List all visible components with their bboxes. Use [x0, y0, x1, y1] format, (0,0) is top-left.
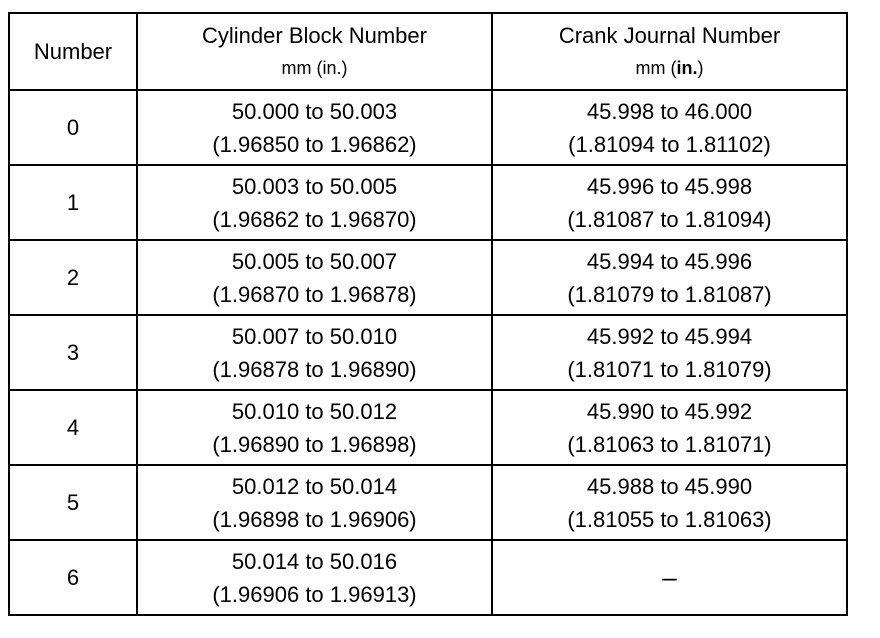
header-number-label: Number [33, 39, 113, 64]
crank-unit-bold: in. [676, 57, 698, 78]
header-crank-journal [492, 13, 847, 90]
cell-cylinder-block [137, 165, 492, 240]
table-row [9, 390, 847, 465]
crank-mm: 45.990 to 45.992 [586, 398, 753, 424]
block-in: (1.96850 to 1.96862) [212, 131, 417, 157]
cell-cylinder-block [137, 315, 492, 390]
block-mm: 50.005 to 50.007 [231, 248, 398, 274]
cell-crank-journal [492, 465, 847, 540]
header-cylinder-block-label: Cylinder Block Number [202, 22, 427, 48]
crank-in: (1.81079 to 1.81087) [567, 281, 772, 307]
cell-number: 5 [9, 465, 137, 540]
cell-crank-journal [492, 165, 847, 240]
crank-mm: 45.994 to 45.996 [586, 248, 753, 274]
cell-number: 3 [9, 315, 137, 390]
block-in: (1.96890 to 1.96898) [212, 431, 417, 457]
block-in: (1.96878 to 1.96890) [212, 356, 417, 382]
crank-unit-prefix: mm ( [635, 57, 677, 78]
crank-in: (1.81071 to 1.81079) [567, 356, 772, 382]
table-row [9, 90, 847, 165]
cell-crank-journal [492, 90, 847, 165]
cell-number: 2 [9, 240, 137, 315]
table-row [9, 465, 847, 540]
table-row [9, 315, 847, 390]
block-in: (1.96862 to 1.96870) [212, 206, 417, 232]
header-crank-journal-unit [493, 52, 846, 85]
cell-crank-journal [492, 240, 847, 315]
cell-number: 6 [9, 540, 137, 615]
block-in: (1.96898 to 1.96906) [212, 506, 417, 532]
cell-cylinder-block [137, 390, 492, 465]
block-mm: 50.014 to 50.016 [231, 548, 398, 574]
block-in: (1.96870 to 1.96878) [212, 281, 417, 307]
crank-mm: 45.998 to 46.000 [586, 98, 753, 124]
header-cylinder-block-unit: mm (in.) [281, 57, 348, 78]
table-row [9, 240, 847, 315]
crank-mm: – [662, 562, 677, 592]
crank-mm: 45.996 to 45.998 [586, 173, 753, 199]
block-mm: 50.007 to 50.010 [231, 323, 398, 349]
cell-number: 4 [9, 390, 137, 465]
block-mm: 50.012 to 50.014 [231, 473, 398, 499]
crank-in: (1.81094 to 1.81102) [568, 131, 771, 157]
cell-cylinder-block [137, 240, 492, 315]
bearing-spec-table [8, 12, 848, 616]
header-crank-journal-label: Crank Journal Number [558, 22, 781, 48]
cell-cylinder-block [137, 90, 492, 165]
cell-cylinder-block [137, 465, 492, 540]
table-header-row [9, 13, 847, 90]
crank-mm: 45.988 to 45.990 [586, 473, 753, 499]
cell-crank-journal [492, 390, 847, 465]
crank-in: (1.81055 to 1.81063) [567, 506, 772, 532]
header-number [9, 13, 137, 90]
cell-number: 0 [9, 90, 137, 165]
crank-mm: 45.992 to 45.994 [586, 323, 753, 349]
cell-crank-journal [492, 315, 847, 390]
block-mm: 50.010 to 50.012 [231, 398, 398, 424]
cell-number: 1 [9, 165, 137, 240]
crank-in: (1.81087 to 1.81094) [567, 206, 772, 232]
cell-crank-journal [492, 540, 847, 615]
crank-in: (1.81063 to 1.81071) [567, 431, 772, 457]
cell-cylinder-block [137, 540, 492, 615]
block-mm: 50.000 to 50.003 [231, 98, 398, 124]
crank-unit-suffix: ) [697, 57, 704, 78]
table-row [9, 540, 847, 615]
block-in: (1.96906 to 1.96913) [212, 581, 417, 607]
table-row [9, 165, 847, 240]
header-cylinder-block [137, 13, 492, 90]
block-mm: 50.003 to 50.005 [231, 173, 398, 199]
